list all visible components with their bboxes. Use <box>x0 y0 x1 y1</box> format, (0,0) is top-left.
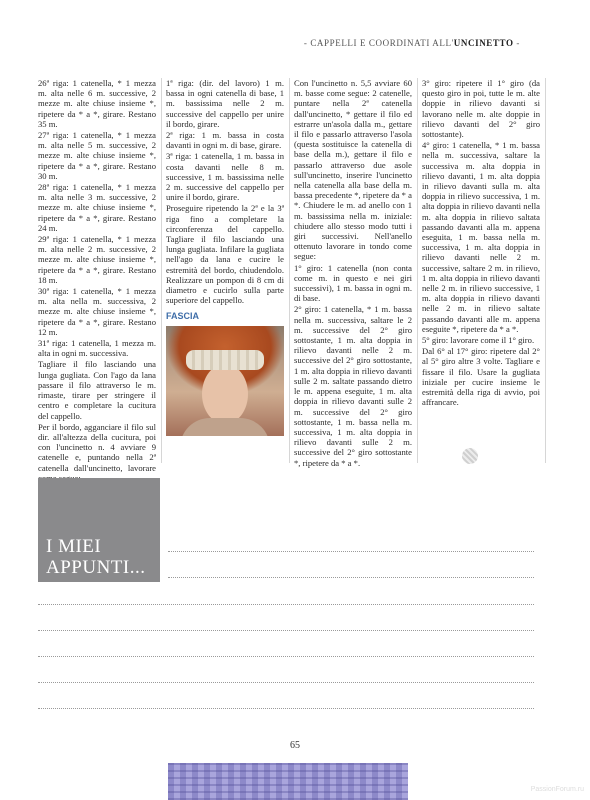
note-line <box>38 656 534 657</box>
knit-texture-strip <box>168 763 408 800</box>
section-title-fascia: FASCIA <box>166 311 200 322</box>
paragraph: 5° giro: lavorare come il 1° giro. <box>422 335 535 346</box>
headband-photo <box>166 326 284 436</box>
header-bold: UNCINETTO <box>453 38 514 48</box>
paragraph: 30ª riga: 1 catenella, * 1 mezza m. alta nella m. successiva, 2 mezze m. alte chiuse insieme *, ripetere da * a *, girare. Restano 12 m. <box>38 286 156 337</box>
column-2 <box>166 78 284 463</box>
watermark: PassionForum.ru <box>530 786 584 793</box>
running-header <box>0 38 520 48</box>
column-divider <box>289 78 290 463</box>
note-line <box>38 708 534 709</box>
note-line <box>38 604 534 605</box>
note-line <box>168 551 534 552</box>
paragraph: 2° giro: 1 catenella, * 1 m. bassa nella m. successiva, saltare le 2 m. successive del 2° giro sottostante, 1 m. alta doppia in rilievo davanti nelle 2 m. successive del 2° giro sottostante, 1 m. alta doppia in rilievo davanti sulle 2 m. saltate passando dietro le m. appena eseguite, 1 m. alta doppia in rilievo davanti sulle 2 m. successive del 2° giro sottostante, 1 m. bassa nella m. successiva, 1 m. alta doppia in rilievo davanti sulle 2 m. successive del 2° giro sottostante *, ripetere da * a *. <box>294 304 412 468</box>
notes-title-line2: APPUNTI... <box>46 557 146 578</box>
paragraph: 29ª riga: 1 catenella, * 1 mezza m. alta nelle 2 m. successive, 2 mezze m. alte chiuse insieme *, ripetere da * a *, girare. Restano 18 m. <box>38 234 156 285</box>
column-1 <box>38 78 156 473</box>
notes-title <box>46 536 145 578</box>
photo-shoulders <box>180 418 270 436</box>
header-suffix: - <box>513 38 520 48</box>
paragraph: 28ª riga: 1 catenella, * 1 mezza m. alta nelle 3 m. successive, 2 mezze m. alte chiuse insieme *, ripetere da * a *, girare. Restano 24 m. <box>38 182 156 233</box>
note-line <box>38 682 534 683</box>
paragraph: 3° giro: ripetere il 1° giro (da questo giro in poi, tutte le m. alte doppie in rilievo davanti si lavorano nelle m. alte doppie in rilievo davanti del 2° giro sottostante). <box>422 78 540 140</box>
column-3 <box>294 78 412 468</box>
paragraph: 4° giro: 1 catenella, * 1 m. bassa nella m. successiva, saltare la successiva m. alta doppia in rilievo davanti, 1 m. alta doppia in rilievo davanti sulla m. alta doppia in rilievo successiva, 1 m. alta doppia in rilievo davanti nella m. alta doppia in rilievo saltata passando davanti alla m. appena eseguita, 1 m. bassa nella m. successiva, 1 m. alta doppia in rilievo davanti nelle 2 m. successive, saltare 2 m. in rilievo, 1 m. alta doppia in rilievo davanti nelle 2 m. in rilievo successive, 1 m. alta doppia in rilievo davanti nelle 2 m. in rilievo saltate passando davanti alle m. appena eseguite *, ripetere da * a *. <box>422 140 540 334</box>
paragraph: 31ª riga: 1 catenella, 1 mezza m. alta in ogni m. successiva. <box>38 338 156 359</box>
photo-headband <box>186 350 264 370</box>
photo-face <box>202 364 248 424</box>
column-divider <box>161 78 162 463</box>
paragraph: Tagliare il filo lasciando una lunga gugliata. Con l'ago da lana passare il filo attraverso le m. rimaste, tirare per stringere il centro e completare la cucitura del cappello. <box>38 359 156 421</box>
paragraph: 26ª riga: 1 catenella, * 1 mezza m. alta nelle 6 m. successive, 2 mezze m. alte chiuse insieme *, ripetere da * a *, girare. Restano 35 m. <box>38 78 156 129</box>
column-divider <box>545 78 546 463</box>
instruction-columns <box>38 78 550 473</box>
paragraph: 1° giro: 1 catenella (non conta come m. in questo e nei giri successivi), 1 m. bassa in ogni m. di base. <box>294 262 412 304</box>
paragraph: 1ª riga: (dir. del lavoro) 1 m. bassa in ogni catenella di base, 1 m. bassissima nelle 2 m. successive del cappello per unire il bordo, girare. <box>166 78 284 129</box>
column-divider <box>417 78 418 463</box>
note-line <box>168 577 534 578</box>
paragraph: Dal 6° al 17° giro: ripetere dal 2° al 5° giro altre 3 volte. Tagliare e fissare il filo. Usare la gugliata iniziale per cucire insieme le estremità della riga di avvio, poi affrancare. <box>422 346 540 408</box>
paragraph: 27ª riga: 1 catenella, * 1 mezza m. alta nelle 5 m. successive, 2 mezze m. alte chiuse insieme *, ripetere da * a *, girare. Restano 30 m. <box>38 130 156 181</box>
paragraph: Con l'uncinetto n. 5,5 avviare 60 m. basse come segue: 2 catenelle, puntare nella 2ª catenella dall'uncinetto, * gettare il filo ed estrarre un'asola dalla m., gettare il filo e passarlo attraverso l'asola (questa sostituisce la catenella di base della m.), gettare il filo e passarlo attraverso due asole sull'uncinetto, inserire l'uncinetto nella catenella alla base della m. bassa precedente *, ripetere da * a *. Chiudere le m. ad anello con 1 m. bassissima nella m. iniziale: chiudere allo stesso modo tutti i giri successivi. Nell'anello ottenuto lavorare in tondo come segue: <box>294 78 412 262</box>
notes-title-line1: I MIEI <box>46 536 102 557</box>
yarn-ball-icon <box>462 448 478 464</box>
page-number: 65 <box>290 740 300 751</box>
paragraph: Proseguire ripetendo la 2ª e la 3ª riga fino a completare la circonferenza del cappello. Tagliare il filo lasciando una lunga gugliata. Infilare la gugliata nell'ago da lana e cucire le estremità del bordo, chiudendolo. Realizzare un pompon di 8 cm di diametro e cucirlo sulla parte superiore del cappello. <box>166 203 284 306</box>
paragraph: 2ª riga: 1 m. bassa in costa davanti in ogni m. di base, girare. <box>166 130 284 151</box>
header-prefix: - CAPPELLI E COORDINATI ALL' <box>303 38 454 48</box>
paragraph: 3ª riga: 1 catenella, 1 m. bassa in costa davanti nelle 8 m. successive, 1 m. bassissima nelle 2 m. successive del cappello per unire il bordo, girare. <box>166 151 284 203</box>
paragraph: Per il bordo, agganciare il filo sul dir. all'altezza della cucitura, poi con l'uncinetto n. 4 avviare 9 catenelle e, puntando nella 2ª catenella dall'uncinetto, lavorare <box>38 421 156 473</box>
note-line <box>38 630 534 631</box>
column-4 <box>422 78 540 463</box>
